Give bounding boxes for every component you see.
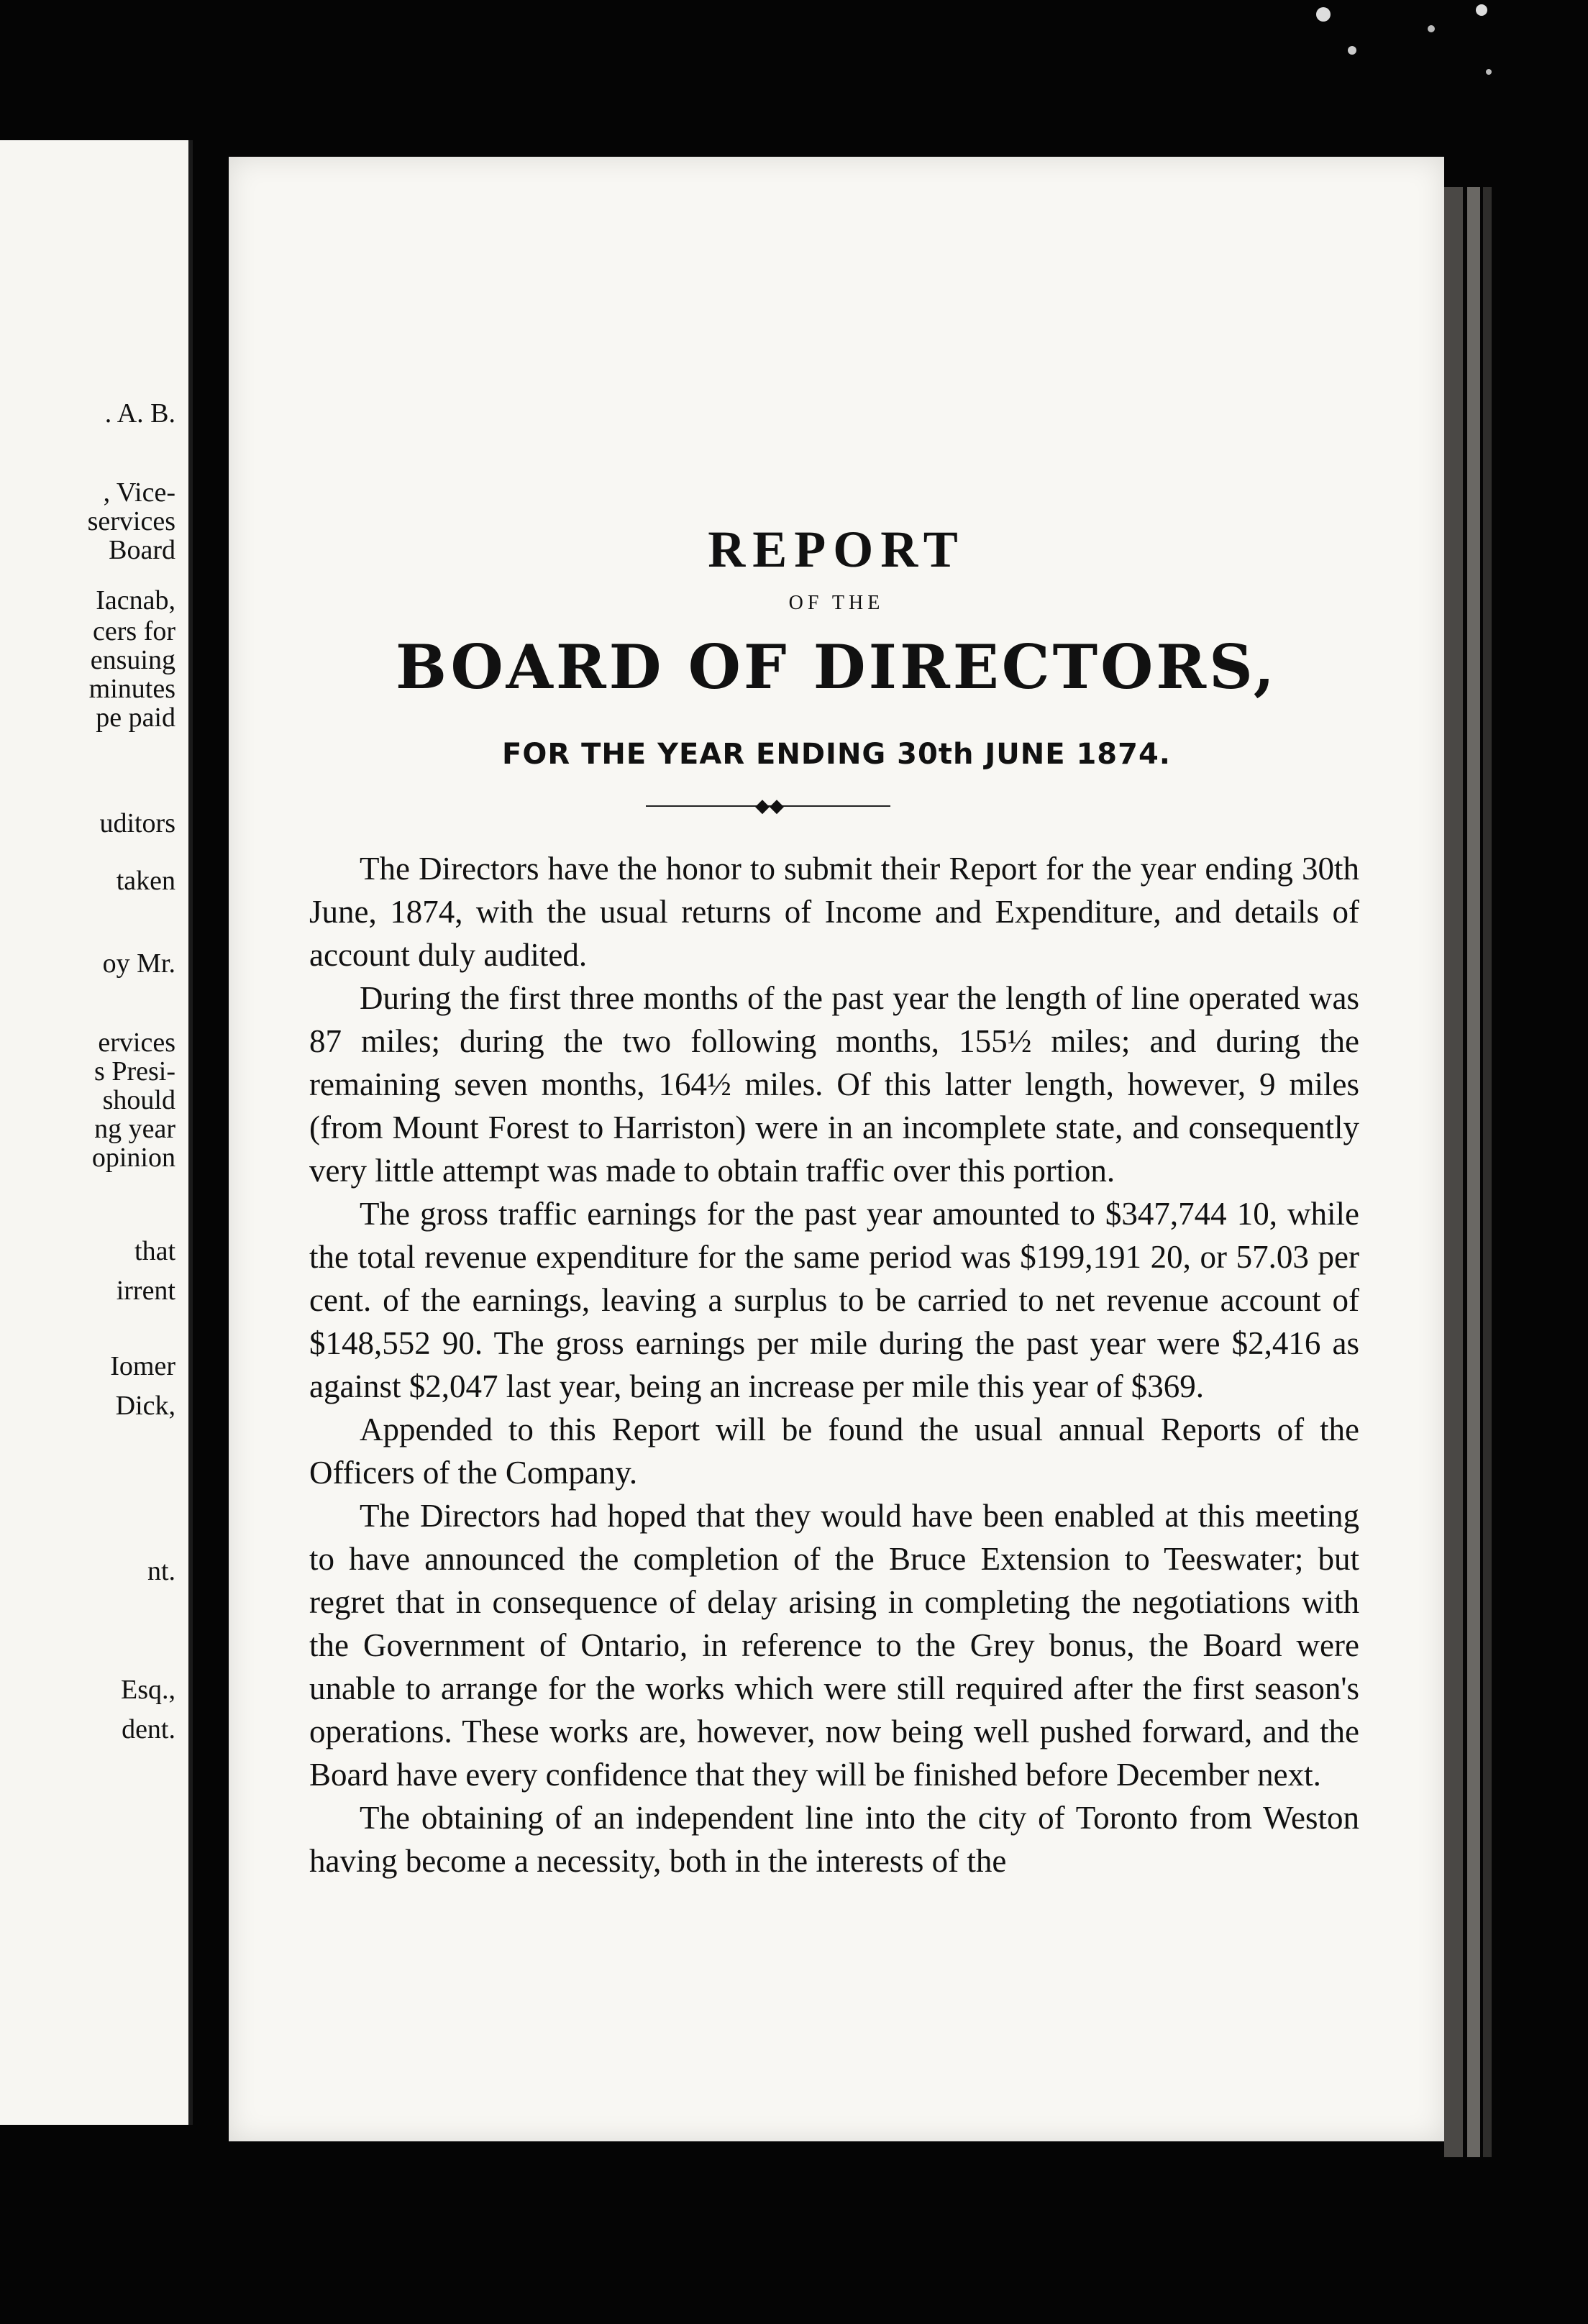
divider-ornament: ◆◆ bbox=[755, 795, 784, 816]
left-page-text-fragment: Dick, bbox=[115, 1391, 175, 1421]
left-page-text-fragment: pe paid bbox=[96, 703, 175, 733]
report-title-board: BOARD OF DIRECTORS, bbox=[395, 631, 1278, 703]
left-page-text-fragment: Esq., bbox=[121, 1675, 175, 1705]
left-page-text-fragment: , Vice- bbox=[103, 477, 175, 508]
left-page-text-fragment: s Presi- bbox=[94, 1056, 175, 1086]
left-page-text-fragment: Iacnab, bbox=[96, 585, 175, 616]
left-page-text-fragment: ervices bbox=[98, 1028, 175, 1058]
book-edge bbox=[1483, 187, 1492, 2157]
left-page-text-fragment: dent. bbox=[122, 1714, 175, 1744]
paragraph: The Directors had hoped that they would have been enabled at this meeting to have announced the completion of the Bruce Extension to Teeswater; but regret that in consequence of delay arising in completing the negotiations with the Government of Ontario, in reference to the Grey bonus, the Board were unable to arrange for the works which were still required after the first season's operations. These works are, however, now being well pushed forward, and the Board have every confidence that they will be finished before December next. bbox=[309, 1498, 1359, 1793]
left-page-text-fragment: . A. B. bbox=[104, 398, 175, 429]
left-page-text-fragment: Iomer bbox=[110, 1351, 175, 1381]
paragraph: The obtaining of an independent line into the city of Toronto from Weston having become a necessity, both in the interests of the bbox=[309, 1800, 1359, 1879]
left-page-text-fragment: ensuing bbox=[90, 645, 175, 675]
left-page-text-fragment: that bbox=[134, 1236, 175, 1266]
left-page-text-fragment: oy Mr. bbox=[102, 948, 175, 979]
left-page-text-fragment: Board bbox=[109, 535, 175, 565]
scan-specks bbox=[1309, 0, 1588, 86]
report-title-of-the: OF THE bbox=[788, 592, 885, 614]
paragraph: During the first three months of the past year the length of line operated was 87 miles; during the two following months, 155½ miles; and during the remaining seven months, 164½ miles. Of this latter length, however, 9 miles (from Mount Forest to Harriston) were in an incomplete state, and consequently very little attempt was made to obtain traffic over this portion. bbox=[309, 980, 1359, 1189]
left-page-text-fragment: should bbox=[102, 1085, 175, 1115]
report-title: REPORT bbox=[708, 521, 965, 578]
book-edge bbox=[1444, 187, 1463, 2157]
report-body bbox=[309, 847, 1359, 1882]
left-page-text-fragment: minutes bbox=[88, 674, 175, 704]
paragraph: The Directors have the honor to submit their Report for the year ending 30th June, 1874, with the usual returns of Income and Expenditure, and details of account duly audited. bbox=[309, 851, 1359, 973]
report-subtitle-year: FOR THE YEAR ENDING 30th JUNE 1874. bbox=[502, 738, 1171, 771]
left-page-text-fragment: ng year bbox=[94, 1114, 175, 1144]
left-page-text-fragment: taken bbox=[116, 866, 175, 896]
paragraph: Appended to this Report will be found the usual annual Reports of the Officers of the Company. bbox=[309, 1412, 1359, 1491]
left-page-text-fragment: uditors bbox=[99, 808, 175, 838]
left-page-text-fragment: irrent bbox=[116, 1276, 175, 1306]
left-facing-page bbox=[0, 140, 193, 2125]
left-page-text-fragment: opinion bbox=[91, 1143, 175, 1173]
paragraph: The gross traffic earnings for the past year amounted to $347,744 10, while the total revenue expenditure for the same period was $199,191 20, or 57.03 per cent. of the earnings, leaving a surplus to be carried to net revenue account of $148,552 90. The gross earnings per mile during the past year were $2,416 as against $2,047 last year, being an increase per mile this year of $369. bbox=[309, 1196, 1359, 1404]
left-page-text-fragment: cers for bbox=[93, 616, 175, 646]
left-page-text-fragment: nt. bbox=[147, 1556, 175, 1586]
left-page-text-fragment: services bbox=[87, 506, 175, 536]
report-page bbox=[229, 157, 1444, 2141]
book-edge bbox=[1467, 187, 1480, 2157]
